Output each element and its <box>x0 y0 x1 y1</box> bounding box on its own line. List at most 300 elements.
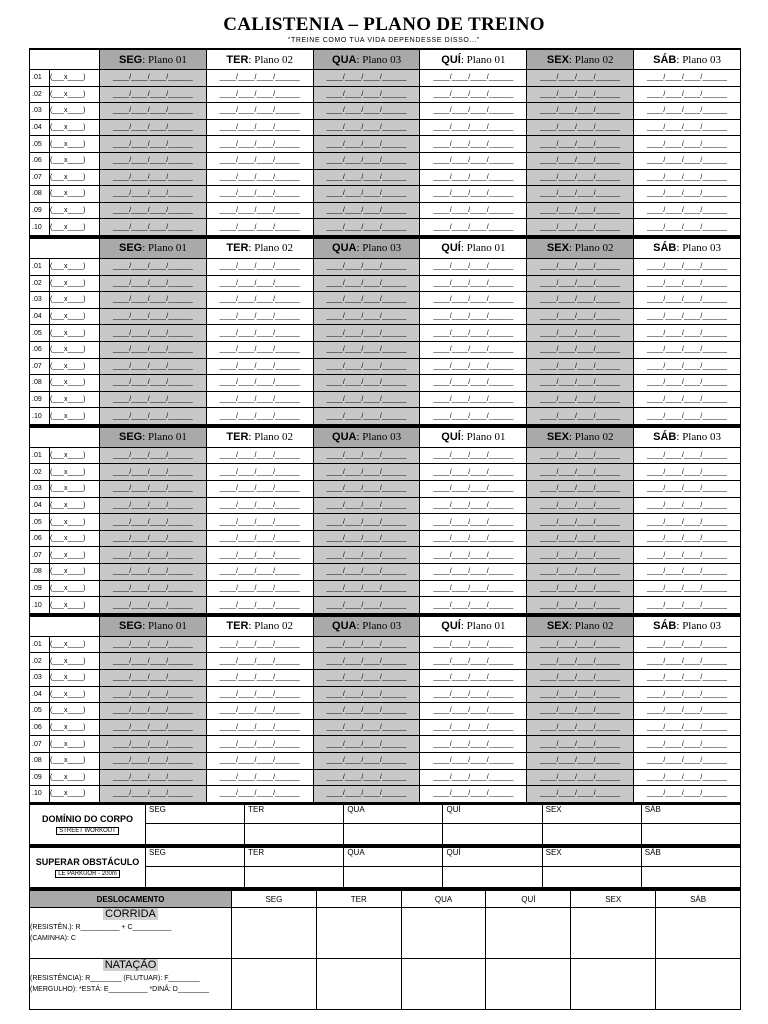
exercise-entry-field[interactable]: ____/____/____/______ <box>420 653 527 670</box>
exercise-entry-field[interactable]: ____/____/____/______ <box>634 341 741 358</box>
exercise-entry-field[interactable]: ____/____/____/______ <box>206 152 313 169</box>
exercise-entry-field[interactable]: ____/____/____/______ <box>634 464 741 481</box>
exercise-entry-field[interactable]: ____/____/____/______ <box>206 341 313 358</box>
exercise-entry-field[interactable]: ____/____/____/______ <box>313 152 420 169</box>
exercise-entry-field[interactable]: ____/____/____/______ <box>420 636 527 653</box>
exercise-entry-field[interactable]: ____/____/____/______ <box>420 547 527 564</box>
exercise-entry-field[interactable]: ____/____/____/______ <box>634 736 741 753</box>
exercise-entry-field[interactable]: ____/____/____/______ <box>420 497 527 514</box>
exercise-entry-field[interactable]: ____/____/____/______ <box>206 786 313 803</box>
exercise-entry-field[interactable]: ____/____/____/______ <box>420 152 527 169</box>
sets-reps-field[interactable]: (___x____) <box>50 119 100 136</box>
exercise-entry-field[interactable]: ____/____/____/______ <box>634 497 741 514</box>
exercise-entry-field[interactable]: ____/____/____/______ <box>634 119 741 136</box>
exercise-entry-field[interactable]: ____/____/____/______ <box>313 719 420 736</box>
sets-reps-field[interactable]: (___x____) <box>50 464 100 481</box>
exercise-entry-field[interactable]: ____/____/____/______ <box>634 258 741 275</box>
exercise-entry-field[interactable]: ____/____/____/______ <box>313 308 420 325</box>
exercise-entry-field[interactable]: ____/____/____/______ <box>313 752 420 769</box>
corrida-entry-field[interactable] <box>656 908 741 959</box>
corrida-entry-field[interactable] <box>316 908 401 959</box>
sets-reps-field[interactable]: (___x____) <box>50 136 100 153</box>
exercise-entry-field[interactable]: ____/____/____/______ <box>634 786 741 803</box>
exercise-entry-field[interactable]: ____/____/____/______ <box>206 547 313 564</box>
exercise-entry-field[interactable]: ____/____/____/______ <box>313 258 420 275</box>
exercise-entry-field[interactable]: ____/____/____/______ <box>206 703 313 720</box>
exercise-entry-field[interactable]: ____/____/____/______ <box>634 670 741 687</box>
natacao-entry-field[interactable] <box>656 959 741 1010</box>
exercise-entry-field[interactable]: ____/____/____/______ <box>527 275 634 292</box>
exercise-entry-field[interactable]: ____/____/____/______ <box>313 597 420 614</box>
exercise-entry-field[interactable]: ____/____/____/______ <box>313 686 420 703</box>
sets-reps-field[interactable]: (___x____) <box>50 292 100 309</box>
exercise-entry-field[interactable]: ____/____/____/______ <box>420 464 527 481</box>
exercise-entry-field[interactable]: ____/____/____/______ <box>100 86 207 103</box>
sets-reps-field[interactable]: (___x____) <box>50 391 100 408</box>
exercise-entry-field[interactable]: ____/____/____/______ <box>206 358 313 375</box>
exercise-entry-field[interactable]: ____/____/____/______ <box>634 275 741 292</box>
exercise-entry-field[interactable]: ____/____/____/______ <box>100 308 207 325</box>
exercise-entry-field[interactable]: ____/____/____/______ <box>527 752 634 769</box>
exercise-entry-field[interactable]: ____/____/____/______ <box>527 564 634 581</box>
exercise-entry-field[interactable]: ____/____/____/______ <box>420 514 527 531</box>
superar-entry-field[interactable] <box>443 867 542 888</box>
exercise-entry-field[interactable]: ____/____/____/______ <box>100 275 207 292</box>
exercise-entry-field[interactable]: ____/____/____/______ <box>420 481 527 498</box>
exercise-entry-field[interactable]: ____/____/____/______ <box>206 670 313 687</box>
corrida-entry-field[interactable] <box>232 908 317 959</box>
natacao-entry-field[interactable] <box>316 959 401 1010</box>
exercise-entry-field[interactable]: ____/____/____/______ <box>634 703 741 720</box>
exercise-entry-field[interactable]: ____/____/____/______ <box>313 341 420 358</box>
exercise-entry-field[interactable]: ____/____/____/______ <box>206 447 313 464</box>
exercise-entry-field[interactable]: ____/____/____/______ <box>100 341 207 358</box>
exercise-entry-field[interactable]: ____/____/____/______ <box>634 481 741 498</box>
exercise-entry-field[interactable]: ____/____/____/______ <box>100 497 207 514</box>
exercise-entry-field[interactable]: ____/____/____/______ <box>634 325 741 342</box>
exercise-entry-field[interactable]: ____/____/____/______ <box>100 769 207 786</box>
exercise-entry-field[interactable]: ____/____/____/______ <box>634 686 741 703</box>
exercise-entry-field[interactable]: ____/____/____/______ <box>206 464 313 481</box>
exercise-entry-field[interactable]: ____/____/____/______ <box>527 86 634 103</box>
exercise-entry-field[interactable]: ____/____/____/______ <box>100 703 207 720</box>
exercise-entry-field[interactable]: ____/____/____/______ <box>313 275 420 292</box>
sets-reps-field[interactable]: (___x____) <box>50 408 100 425</box>
exercise-entry-field[interactable]: ____/____/____/______ <box>206 186 313 203</box>
exercise-entry-field[interactable]: ____/____/____/______ <box>634 186 741 203</box>
exercise-entry-field[interactable]: ____/____/____/______ <box>313 325 420 342</box>
exercise-entry-field[interactable]: ____/____/____/______ <box>100 152 207 169</box>
exercise-entry-field[interactable]: ____/____/____/______ <box>527 136 634 153</box>
exercise-entry-field[interactable]: ____/____/____/______ <box>313 670 420 687</box>
natacao-entry-field[interactable] <box>232 959 317 1010</box>
exercise-entry-field[interactable]: ____/____/____/______ <box>420 86 527 103</box>
exercise-entry-field[interactable]: ____/____/____/______ <box>527 152 634 169</box>
exercise-entry-field[interactable]: ____/____/____/______ <box>206 375 313 392</box>
sets-reps-field[interactable]: (___x____) <box>50 653 100 670</box>
exercise-entry-field[interactable]: ____/____/____/______ <box>206 514 313 531</box>
exercise-entry-field[interactable]: ____/____/____/______ <box>634 547 741 564</box>
natacao-entry-field[interactable] <box>486 959 571 1010</box>
dominio-entry-field[interactable] <box>146 824 245 845</box>
exercise-entry-field[interactable]: ____/____/____/______ <box>420 358 527 375</box>
exercise-entry-field[interactable]: ____/____/____/______ <box>313 514 420 531</box>
exercise-entry-field[interactable]: ____/____/____/______ <box>527 686 634 703</box>
exercise-entry-field[interactable]: ____/____/____/______ <box>420 597 527 614</box>
exercise-entry-field[interactable]: ____/____/____/______ <box>634 636 741 653</box>
exercise-entry-field[interactable]: ____/____/____/______ <box>527 308 634 325</box>
corrida-entry-field[interactable] <box>571 908 656 959</box>
exercise-entry-field[interactable]: ____/____/____/______ <box>527 447 634 464</box>
exercise-entry-field[interactable]: ____/____/____/______ <box>634 152 741 169</box>
sets-reps-field[interactable]: (___x____) <box>50 325 100 342</box>
exercise-entry-field[interactable]: ____/____/____/______ <box>313 653 420 670</box>
exercise-entry-field[interactable]: ____/____/____/______ <box>634 292 741 309</box>
exercise-entry-field[interactable]: ____/____/____/______ <box>527 375 634 392</box>
exercise-entry-field[interactable]: ____/____/____/______ <box>527 497 634 514</box>
exercise-entry-field[interactable]: ____/____/____/______ <box>100 325 207 342</box>
exercise-entry-field[interactable]: ____/____/____/______ <box>634 391 741 408</box>
exercise-entry-field[interactable]: ____/____/____/______ <box>100 752 207 769</box>
exercise-entry-field[interactable]: ____/____/____/______ <box>634 653 741 670</box>
exercise-entry-field[interactable]: ____/____/____/______ <box>527 670 634 687</box>
exercise-entry-field[interactable]: ____/____/____/______ <box>100 119 207 136</box>
exercise-entry-field[interactable]: ____/____/____/______ <box>527 547 634 564</box>
exercise-entry-field[interactable]: ____/____/____/______ <box>100 391 207 408</box>
exercise-entry-field[interactable]: ____/____/____/______ <box>527 391 634 408</box>
exercise-entry-field[interactable]: ____/____/____/______ <box>100 447 207 464</box>
sets-reps-field[interactable]: (___x____) <box>50 70 100 87</box>
natacao-entry-field[interactable] <box>401 959 486 1010</box>
sets-reps-field[interactable]: (___x____) <box>50 564 100 581</box>
exercise-entry-field[interactable]: ____/____/____/______ <box>634 719 741 736</box>
sets-reps-field[interactable]: (___x____) <box>50 152 100 169</box>
exercise-entry-field[interactable]: ____/____/____/______ <box>527 597 634 614</box>
exercise-entry-field[interactable]: ____/____/____/______ <box>420 169 527 186</box>
sets-reps-field[interactable]: (___x____) <box>50 636 100 653</box>
exercise-entry-field[interactable]: ____/____/____/______ <box>206 169 313 186</box>
sets-reps-field[interactable]: (___x____) <box>50 497 100 514</box>
exercise-entry-field[interactable]: ____/____/____/______ <box>634 86 741 103</box>
corrida-entry-field[interactable] <box>401 908 486 959</box>
exercise-entry-field[interactable]: ____/____/____/______ <box>313 202 420 219</box>
exercise-entry-field[interactable]: ____/____/____/______ <box>313 136 420 153</box>
exercise-entry-field[interactable]: ____/____/____/______ <box>420 530 527 547</box>
sets-reps-field[interactable]: (___x____) <box>50 481 100 498</box>
exercise-entry-field[interactable]: ____/____/____/______ <box>527 580 634 597</box>
sets-reps-field[interactable]: (___x____) <box>50 786 100 803</box>
sets-reps-field[interactable]: (___x____) <box>50 86 100 103</box>
sets-reps-field[interactable]: (___x____) <box>50 547 100 564</box>
exercise-entry-field[interactable]: ____/____/____/______ <box>420 580 527 597</box>
exercise-entry-field[interactable]: ____/____/____/______ <box>100 136 207 153</box>
exercise-entry-field[interactable]: ____/____/____/______ <box>634 597 741 614</box>
exercise-entry-field[interactable]: ____/____/____/______ <box>634 103 741 120</box>
exercise-entry-field[interactable]: ____/____/____/______ <box>206 391 313 408</box>
exercise-entry-field[interactable]: ____/____/____/______ <box>313 481 420 498</box>
exercise-entry-field[interactable]: ____/____/____/______ <box>313 219 420 236</box>
exercise-entry-field[interactable]: ____/____/____/______ <box>420 202 527 219</box>
corrida-entry-field[interactable] <box>486 908 571 959</box>
exercise-entry-field[interactable]: ____/____/____/______ <box>527 202 634 219</box>
exercise-entry-field[interactable]: ____/____/____/______ <box>313 564 420 581</box>
exercise-entry-field[interactable]: ____/____/____/______ <box>420 752 527 769</box>
superar-entry-field[interactable] <box>641 867 740 888</box>
exercise-entry-field[interactable]: ____/____/____/______ <box>313 86 420 103</box>
exercise-entry-field[interactable]: ____/____/____/______ <box>420 447 527 464</box>
exercise-entry-field[interactable]: ____/____/____/______ <box>527 530 634 547</box>
exercise-entry-field[interactable]: ____/____/____/______ <box>313 464 420 481</box>
exercise-entry-field[interactable]: ____/____/____/______ <box>206 769 313 786</box>
sets-reps-field[interactable]: (___x____) <box>50 447 100 464</box>
exercise-entry-field[interactable]: ____/____/____/______ <box>100 70 207 87</box>
exercise-entry-field[interactable]: ____/____/____/______ <box>527 70 634 87</box>
exercise-entry-field[interactable]: ____/____/____/______ <box>420 719 527 736</box>
exercise-entry-field[interactable]: ____/____/____/______ <box>527 186 634 203</box>
exercise-entry-field[interactable]: ____/____/____/______ <box>313 580 420 597</box>
exercise-entry-field[interactable]: ____/____/____/______ <box>313 769 420 786</box>
exercise-entry-field[interactable]: ____/____/____/______ <box>206 202 313 219</box>
exercise-entry-field[interactable]: ____/____/____/______ <box>206 325 313 342</box>
exercise-entry-field[interactable]: ____/____/____/______ <box>100 547 207 564</box>
exercise-entry-field[interactable]: ____/____/____/______ <box>206 497 313 514</box>
exercise-entry-field[interactable]: ____/____/____/______ <box>206 481 313 498</box>
exercise-entry-field[interactable]: ____/____/____/______ <box>206 70 313 87</box>
exercise-entry-field[interactable]: ____/____/____/______ <box>100 736 207 753</box>
sets-reps-field[interactable]: (___x____) <box>50 275 100 292</box>
exercise-entry-field[interactable]: ____/____/____/______ <box>420 258 527 275</box>
exercise-entry-field[interactable]: ____/____/____/______ <box>420 325 527 342</box>
exercise-entry-field[interactable]: ____/____/____/______ <box>634 202 741 219</box>
dominio-entry-field[interactable] <box>542 824 641 845</box>
exercise-entry-field[interactable]: ____/____/____/______ <box>527 341 634 358</box>
exercise-entry-field[interactable]: ____/____/____/______ <box>206 219 313 236</box>
exercise-entry-field[interactable]: ____/____/____/______ <box>420 308 527 325</box>
sets-reps-field[interactable]: (___x____) <box>50 769 100 786</box>
exercise-entry-field[interactable]: ____/____/____/______ <box>420 70 527 87</box>
exercise-entry-field[interactable]: ____/____/____/______ <box>206 258 313 275</box>
exercise-entry-field[interactable]: ____/____/____/______ <box>206 686 313 703</box>
exercise-entry-field[interactable]: ____/____/____/______ <box>100 375 207 392</box>
exercise-entry-field[interactable]: ____/____/____/______ <box>100 464 207 481</box>
exercise-entry-field[interactable]: ____/____/____/______ <box>313 547 420 564</box>
exercise-entry-field[interactable]: ____/____/____/______ <box>206 719 313 736</box>
exercise-entry-field[interactable]: ____/____/____/______ <box>634 408 741 425</box>
exercise-entry-field[interactable]: ____/____/____/______ <box>527 464 634 481</box>
exercise-entry-field[interactable]: ____/____/____/______ <box>100 580 207 597</box>
sets-reps-field[interactable]: (___x____) <box>50 670 100 687</box>
sets-reps-field[interactable]: (___x____) <box>50 719 100 736</box>
exercise-entry-field[interactable]: ____/____/____/______ <box>100 786 207 803</box>
exercise-entry-field[interactable]: ____/____/____/______ <box>420 670 527 687</box>
exercise-entry-field[interactable]: ____/____/____/______ <box>527 636 634 653</box>
dominio-entry-field[interactable] <box>245 824 344 845</box>
exercise-entry-field[interactable]: ____/____/____/______ <box>206 530 313 547</box>
exercise-entry-field[interactable]: ____/____/____/______ <box>206 292 313 309</box>
sets-reps-field[interactable]: (___x____) <box>50 375 100 392</box>
exercise-entry-field[interactable]: ____/____/____/______ <box>420 408 527 425</box>
exercise-entry-field[interactable]: ____/____/____/______ <box>634 580 741 597</box>
sets-reps-field[interactable]: (___x____) <box>50 514 100 531</box>
exercise-entry-field[interactable]: ____/____/____/______ <box>100 408 207 425</box>
exercise-entry-field[interactable]: ____/____/____/______ <box>527 258 634 275</box>
exercise-entry-field[interactable]: ____/____/____/______ <box>313 70 420 87</box>
exercise-entry-field[interactable]: ____/____/____/______ <box>313 447 420 464</box>
exercise-entry-field[interactable]: ____/____/____/______ <box>100 514 207 531</box>
exercise-entry-field[interactable]: ____/____/____/______ <box>100 202 207 219</box>
exercise-entry-field[interactable]: ____/____/____/______ <box>420 341 527 358</box>
exercise-entry-field[interactable]: ____/____/____/______ <box>420 391 527 408</box>
exercise-entry-field[interactable]: ____/____/____/______ <box>100 186 207 203</box>
exercise-entry-field[interactable]: ____/____/____/______ <box>527 769 634 786</box>
exercise-entry-field[interactable]: ____/____/____/______ <box>527 169 634 186</box>
exercise-entry-field[interactable]: ____/____/____/______ <box>100 169 207 186</box>
exercise-entry-field[interactable]: ____/____/____/______ <box>100 564 207 581</box>
exercise-entry-field[interactable]: ____/____/____/______ <box>527 719 634 736</box>
exercise-entry-field[interactable]: ____/____/____/______ <box>313 292 420 309</box>
exercise-entry-field[interactable]: ____/____/____/______ <box>313 103 420 120</box>
sets-reps-field[interactable]: (___x____) <box>50 597 100 614</box>
superar-entry-field[interactable] <box>146 867 245 888</box>
exercise-entry-field[interactable]: ____/____/____/______ <box>313 358 420 375</box>
exercise-entry-field[interactable]: ____/____/____/______ <box>206 136 313 153</box>
sets-reps-field[interactable]: (___x____) <box>50 341 100 358</box>
exercise-entry-field[interactable]: ____/____/____/______ <box>634 530 741 547</box>
exercise-entry-field[interactable]: ____/____/____/______ <box>313 636 420 653</box>
exercise-entry-field[interactable]: ____/____/____/______ <box>420 292 527 309</box>
exercise-entry-field[interactable]: ____/____/____/______ <box>634 308 741 325</box>
exercise-entry-field[interactable]: ____/____/____/______ <box>420 564 527 581</box>
exercise-entry-field[interactable]: ____/____/____/______ <box>527 292 634 309</box>
exercise-entry-field[interactable]: ____/____/____/______ <box>527 786 634 803</box>
sets-reps-field[interactable]: (___x____) <box>50 219 100 236</box>
exercise-entry-field[interactable]: ____/____/____/______ <box>100 686 207 703</box>
exercise-entry-field[interactable]: ____/____/____/______ <box>634 219 741 236</box>
sets-reps-field[interactable]: (___x____) <box>50 580 100 597</box>
sets-reps-field[interactable]: (___x____) <box>50 202 100 219</box>
exercise-entry-field[interactable]: ____/____/____/______ <box>206 119 313 136</box>
exercise-entry-field[interactable]: ____/____/____/______ <box>634 358 741 375</box>
exercise-entry-field[interactable]: ____/____/____/______ <box>100 597 207 614</box>
exercise-entry-field[interactable]: ____/____/____/______ <box>313 391 420 408</box>
exercise-entry-field[interactable]: ____/____/____/______ <box>527 103 634 120</box>
exercise-entry-field[interactable]: ____/____/____/______ <box>527 119 634 136</box>
sets-reps-field[interactable]: (___x____) <box>50 169 100 186</box>
sets-reps-field[interactable]: (___x____) <box>50 358 100 375</box>
dominio-entry-field[interactable] <box>641 824 740 845</box>
exercise-entry-field[interactable]: ____/____/____/______ <box>100 719 207 736</box>
exercise-entry-field[interactable]: ____/____/____/______ <box>420 136 527 153</box>
exercise-entry-field[interactable]: ____/____/____/______ <box>420 736 527 753</box>
exercise-entry-field[interactable]: ____/____/____/______ <box>100 258 207 275</box>
sets-reps-field[interactable]: (___x____) <box>50 703 100 720</box>
exercise-entry-field[interactable]: ____/____/____/______ <box>206 103 313 120</box>
exercise-entry-field[interactable]: ____/____/____/______ <box>313 119 420 136</box>
exercise-entry-field[interactable]: ____/____/____/______ <box>527 736 634 753</box>
exercise-entry-field[interactable]: ____/____/____/______ <box>420 686 527 703</box>
exercise-entry-field[interactable]: ____/____/____/______ <box>206 408 313 425</box>
sets-reps-field[interactable]: (___x____) <box>50 530 100 547</box>
exercise-entry-field[interactable]: ____/____/____/______ <box>634 169 741 186</box>
exercise-entry-field[interactable]: ____/____/____/______ <box>313 408 420 425</box>
exercise-entry-field[interactable]: ____/____/____/______ <box>420 275 527 292</box>
exercise-entry-field[interactable]: ____/____/____/______ <box>100 653 207 670</box>
exercise-entry-field[interactable]: ____/____/____/______ <box>206 597 313 614</box>
exercise-entry-field[interactable]: ____/____/____/______ <box>527 481 634 498</box>
natacao-entry-field[interactable] <box>571 959 656 1010</box>
exercise-entry-field[interactable]: ____/____/____/______ <box>206 86 313 103</box>
exercise-entry-field[interactable]: ____/____/____/______ <box>634 136 741 153</box>
exercise-entry-field[interactable]: ____/____/____/______ <box>634 514 741 531</box>
exercise-entry-field[interactable]: ____/____/____/______ <box>420 103 527 120</box>
exercise-entry-field[interactable]: ____/____/____/______ <box>420 769 527 786</box>
exercise-entry-field[interactable]: ____/____/____/______ <box>100 670 207 687</box>
exercise-entry-field[interactable]: ____/____/____/______ <box>206 564 313 581</box>
exercise-entry-field[interactable]: ____/____/____/______ <box>100 219 207 236</box>
exercise-entry-field[interactable]: ____/____/____/______ <box>527 653 634 670</box>
exercise-entry-field[interactable]: ____/____/____/______ <box>100 358 207 375</box>
exercise-entry-field[interactable]: ____/____/____/______ <box>634 564 741 581</box>
exercise-entry-field[interactable]: ____/____/____/______ <box>420 219 527 236</box>
exercise-entry-field[interactable]: ____/____/____/______ <box>634 769 741 786</box>
exercise-entry-field[interactable]: ____/____/____/______ <box>527 514 634 531</box>
exercise-entry-field[interactable]: ____/____/____/______ <box>206 736 313 753</box>
superar-entry-field[interactable] <box>542 867 641 888</box>
exercise-entry-field[interactable]: ____/____/____/______ <box>420 703 527 720</box>
dominio-entry-field[interactable] <box>443 824 542 845</box>
exercise-entry-field[interactable]: ____/____/____/______ <box>634 375 741 392</box>
exercise-entry-field[interactable]: ____/____/____/______ <box>313 736 420 753</box>
exercise-entry-field[interactable]: ____/____/____/______ <box>100 292 207 309</box>
exercise-entry-field[interactable]: ____/____/____/______ <box>100 481 207 498</box>
exercise-entry-field[interactable]: ____/____/____/______ <box>420 786 527 803</box>
exercise-entry-field[interactable]: ____/____/____/______ <box>420 186 527 203</box>
exercise-entry-field[interactable]: ____/____/____/______ <box>100 636 207 653</box>
sets-reps-field[interactable]: (___x____) <box>50 752 100 769</box>
exercise-entry-field[interactable]: ____/____/____/______ <box>206 636 313 653</box>
exercise-entry-field[interactable]: ____/____/____/______ <box>313 703 420 720</box>
exercise-entry-field[interactable]: ____/____/____/______ <box>634 752 741 769</box>
sets-reps-field[interactable]: (___x____) <box>50 186 100 203</box>
exercise-entry-field[interactable]: ____/____/____/______ <box>313 497 420 514</box>
exercise-entry-field[interactable]: ____/____/____/______ <box>527 703 634 720</box>
exercise-entry-field[interactable]: ____/____/____/______ <box>420 375 527 392</box>
sets-reps-field[interactable]: (___x____) <box>50 103 100 120</box>
exercise-entry-field[interactable]: ____/____/____/______ <box>313 375 420 392</box>
exercise-entry-field[interactable]: ____/____/____/______ <box>206 275 313 292</box>
exercise-entry-field[interactable]: ____/____/____/______ <box>100 530 207 547</box>
exercise-entry-field[interactable]: ____/____/____/______ <box>206 580 313 597</box>
exercise-entry-field[interactable]: ____/____/____/______ <box>634 447 741 464</box>
sets-reps-field[interactable]: (___x____) <box>50 686 100 703</box>
exercise-entry-field[interactable]: ____/____/____/______ <box>527 408 634 425</box>
exercise-entry-field[interactable]: ____/____/____/______ <box>100 103 207 120</box>
exercise-entry-field[interactable]: ____/____/____/______ <box>313 530 420 547</box>
exercise-entry-field[interactable]: ____/____/____/______ <box>313 169 420 186</box>
exercise-entry-field[interactable]: ____/____/____/______ <box>634 70 741 87</box>
exercise-entry-field[interactable]: ____/____/____/______ <box>527 325 634 342</box>
sets-reps-field[interactable]: (___x____) <box>50 258 100 275</box>
superar-entry-field[interactable] <box>344 867 443 888</box>
dominio-entry-field[interactable] <box>344 824 443 845</box>
superar-entry-field[interactable] <box>245 867 344 888</box>
exercise-entry-field[interactable]: ____/____/____/______ <box>206 653 313 670</box>
exercise-entry-field[interactable]: ____/____/____/______ <box>527 219 634 236</box>
exercise-entry-field[interactable]: ____/____/____/______ <box>313 786 420 803</box>
exercise-entry-field[interactable]: ____/____/____/______ <box>206 308 313 325</box>
exercise-entry-field[interactable]: ____/____/____/______ <box>527 358 634 375</box>
sets-reps-field[interactable]: (___x____) <box>50 308 100 325</box>
